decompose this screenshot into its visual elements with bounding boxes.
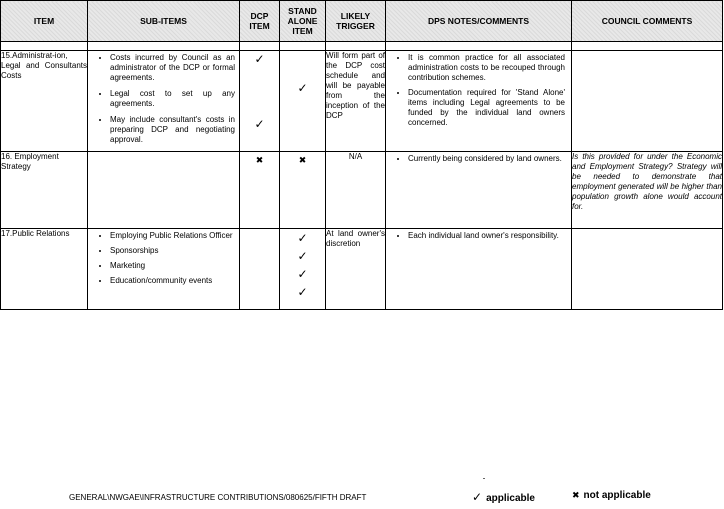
header-sub-items: SUB-ITEMS [88,1,240,42]
header-stand-alone-item: STAND ALONE ITEM [280,1,326,42]
header-row [1,1,723,42]
sub-item: • Sponsorships [110,246,235,256]
sub-item: • Employing Public Relations Officer [110,231,235,241]
header-likely-trigger: LIKELY TRIGGER [326,1,386,42]
stray-mark [483,478,485,479]
council-comments-cell: Is this provided for under the Economic and Employment Strategy? Strategy will be needed to demonstrate that employment generated will be higher than population growth alone would account for. [572,152,723,229]
check-icon: ✓ [297,249,308,263]
check-icon: ✓ [472,490,483,504]
check-icon: ✓ [254,117,265,131]
dcp-item-cell [240,229,280,310]
sub-items-cell [88,229,240,310]
header-dps-notes: DPS NOTES/COMMENTS [386,1,572,42]
document-path: GENERAL\NWGAE\INFRASTRUCTURE CONTRIBUTIONS/080625/FIFTH DRAFT [69,493,367,502]
note-item: • It is common practice for all associated administration costs to be recouped through contribution schemes. [408,53,565,83]
dcp-item-cell [240,152,280,229]
table-row [1,152,723,229]
sub-item: • Legal cost to set up any agreements. [110,89,235,109]
sub-item: • Costs incurred by Council as an administrator of the DCP or formal agreements. [110,53,235,83]
header-dcp-item: DCP ITEM [240,1,280,42]
check-icon: ✓ [254,52,265,66]
cross-icon: ✖ [572,490,580,500]
likely-trigger-cell: Will form part of the DCP cost schedule and will be payable from the inception of the DCP [326,51,386,152]
item-cell: 17.Public Relations [1,229,88,310]
header-item: ITEM [1,1,88,42]
dps-notes-cell [386,229,572,310]
sub-item: • Marketing [110,261,235,271]
dps-notes-cell [386,51,572,152]
spacer-row [1,42,723,51]
item-cell: 15.Administrat-ion, Legal and Consultants Costs [1,51,88,152]
legend-not-applicable-label: not applicable [583,490,651,501]
dcp-item-cell [240,51,280,152]
dps-notes-cell [386,152,572,229]
sub-item: • May include consultant's costs in preparing DCP and negotiating approval. [110,115,235,145]
item-cell: 16. Employment Strategy [1,152,88,229]
table-row [1,51,723,152]
note-item: • Documentation required for 'Stand Alone' items including Legal agreements to be funded by the individual land owners concerned. [408,88,565,128]
legend-not-applicable [572,490,651,501]
table-row [1,229,723,310]
sub-item: • Education/community events [110,276,235,286]
council-comments-cell [572,229,723,310]
likely-trigger-cell: N/A [326,152,386,229]
legend-applicable-label: applicable [486,493,535,504]
note-item: • Each individual land owner's responsibility. [408,231,565,241]
stand-alone-cell [280,229,326,310]
check-icon: ✓ [297,285,308,299]
stand-alone-cell [280,51,326,152]
note-item: • Currently being considered by land owners. [408,154,565,164]
stand-alone-cell [280,152,326,229]
header-council-comments: COUNCIL COMMENTS [572,1,723,42]
sub-items-cell [88,152,240,229]
legend-applicable [472,490,535,504]
check-icon: ✓ [297,267,308,281]
check-icon: ✓ [297,231,308,245]
council-comments-cell [572,51,723,152]
cross-icon: ✖ [298,155,307,165]
sub-items-cell [88,51,240,152]
likely-trigger-cell: At land owner's discretion [326,229,386,310]
cross-icon: ✖ [255,155,264,165]
check-icon: ✓ [297,81,308,95]
